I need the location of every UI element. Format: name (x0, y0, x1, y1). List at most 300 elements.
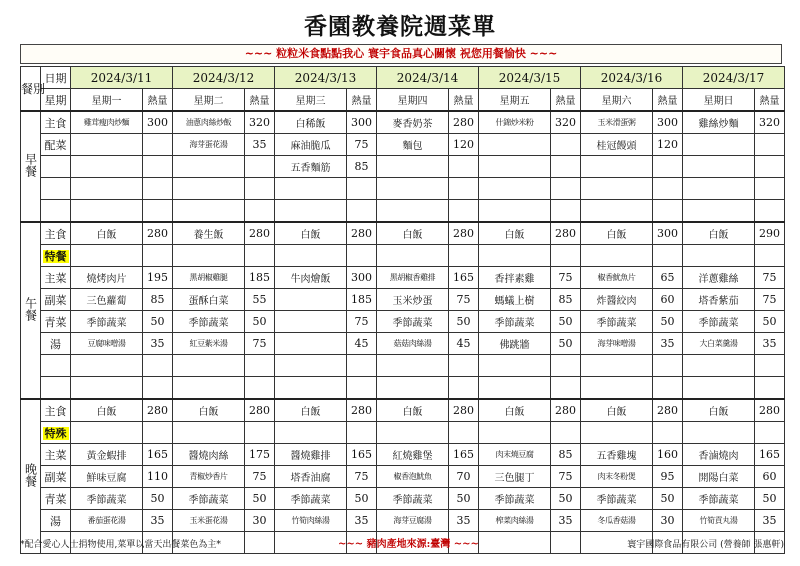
weekday-cell: 星期一 (71, 89, 143, 112)
dish-cell: 肉末燒豆腐 (479, 444, 551, 466)
dish-cell (581, 422, 653, 444)
dish-cell: 蛋酥白菜 (173, 289, 245, 311)
dish-cell: 白飯 (683, 222, 755, 245)
course-label-cell (41, 466, 71, 488)
calorie-cell (755, 156, 785, 178)
dish-cell: 季節蔬菜 (581, 488, 653, 510)
calorie-cell (653, 200, 683, 223)
dish-cell: 佛跳牆 (479, 333, 551, 355)
dish-cell (173, 355, 245, 377)
weekday-cell: 星期五 (479, 89, 551, 112)
date-cell: 2024/3/14 (377, 67, 479, 89)
dish-cell: 竹筍肉絲湯 (275, 510, 347, 532)
date-cell: 2024/3/13 (275, 67, 377, 89)
course-label: 主食 (44, 404, 67, 418)
meal-name: 早餐 (23, 152, 38, 177)
table-row (21, 355, 785, 377)
weekday-cell: 星期四 (377, 89, 449, 112)
dish-cell (173, 156, 245, 178)
calorie-cell: 195 (143, 267, 173, 289)
dish-cell (275, 289, 347, 311)
calorie-cell: 300 (143, 111, 173, 134)
calorie-cell (143, 156, 173, 178)
dish-cell: 大白菜羹湯 (683, 333, 755, 355)
dish-cell: 玉米蛋花湯 (173, 510, 245, 532)
table-row (21, 377, 785, 400)
calorie-cell: 120 (653, 134, 683, 156)
calorie-cell (653, 422, 683, 444)
dish-cell (71, 134, 143, 156)
dish-cell: 香滷燒肉 (683, 444, 755, 466)
dish-cell (479, 134, 551, 156)
calorie-cell (245, 355, 275, 377)
dish-cell: 白飯 (377, 399, 449, 422)
calorie-cell: 280 (245, 222, 275, 245)
dish-cell (479, 355, 551, 377)
dish-cell: 白飯 (275, 399, 347, 422)
calorie-cell (347, 200, 377, 223)
menu-table (20, 66, 785, 554)
calorie-cell: 300 (653, 222, 683, 245)
calorie-cell: 50 (755, 311, 785, 333)
calories-header: 熱量 (143, 89, 173, 112)
dish-cell: 桂冠饅頭 (581, 134, 653, 156)
dish-cell: 紅燒雞堡 (377, 444, 449, 466)
weekday-cell: 星期六 (581, 89, 653, 112)
table-row (21, 245, 785, 267)
calorie-cell: 35 (755, 333, 785, 355)
course-label: 青菜 (44, 492, 67, 506)
dish-cell: 海芽豆腐湯 (377, 510, 449, 532)
dish-cell: 青椒炒香片 (173, 466, 245, 488)
dish-cell: 白飯 (479, 222, 551, 245)
dish-cell: 椒香魷魚片 (581, 267, 653, 289)
dish-cell (479, 200, 551, 223)
calorie-cell: 290 (755, 222, 785, 245)
calorie-cell (551, 355, 581, 377)
calorie-cell: 70 (449, 466, 479, 488)
calories-header: 熱量 (245, 89, 275, 112)
calorie-cell: 65 (653, 267, 683, 289)
dish-cell (683, 178, 755, 200)
dish-cell: 白飯 (377, 222, 449, 245)
calorie-cell (449, 422, 479, 444)
calorie-cell: 75 (551, 466, 581, 488)
calorie-cell (551, 422, 581, 444)
calorie-cell: 280 (347, 222, 377, 245)
dish-cell: 白飯 (173, 399, 245, 422)
weekday-label: 星期 (41, 89, 71, 112)
dish-cell: 燒烤肉片 (71, 267, 143, 289)
dish-cell: 黃金蝦排 (71, 444, 143, 466)
dish-cell: 三色蘿蔔 (71, 289, 143, 311)
calorie-cell: 280 (143, 399, 173, 422)
calorie-cell: 85 (347, 156, 377, 178)
dish-cell (683, 377, 755, 400)
calorie-cell (245, 377, 275, 400)
calorie-cell: 35 (143, 510, 173, 532)
course-label-cell (41, 267, 71, 289)
dish-cell: 鮮味豆腐 (71, 466, 143, 488)
calorie-cell: 50 (653, 311, 683, 333)
course-label-cell (41, 289, 71, 311)
meal-name-cell (21, 399, 41, 554)
date-label: 日期 (41, 67, 71, 89)
calorie-cell: 50 (143, 488, 173, 510)
meal-type-header (21, 67, 46, 112)
calorie-cell (449, 178, 479, 200)
dish-cell (377, 377, 449, 400)
course-label-cell (41, 355, 71, 377)
dish-cell: 黑胡椒香雞排 (377, 267, 449, 289)
dish-cell: 海芽蛋花湯 (173, 134, 245, 156)
table-row (21, 422, 785, 444)
calorie-cell: 320 (245, 111, 275, 134)
dish-cell: 季節蔬菜 (581, 311, 653, 333)
dish-cell (377, 422, 449, 444)
calorie-cell: 280 (245, 399, 275, 422)
calorie-cell (143, 245, 173, 267)
dish-cell (377, 156, 449, 178)
dish-cell: 白飯 (71, 399, 143, 422)
table-row (21, 510, 785, 532)
dish-cell (683, 355, 755, 377)
dish-cell: 黑胡椒雞腿 (173, 267, 245, 289)
table-row (21, 111, 785, 134)
course-label: 特餐 (44, 249, 67, 263)
page-title: 香園教養院週菜單 (304, 13, 496, 40)
course-label-cell (41, 178, 71, 200)
footer (20, 537, 784, 553)
calorie-cell (245, 178, 275, 200)
calorie-cell (449, 156, 479, 178)
calorie-cell (551, 377, 581, 400)
dish-cell (581, 377, 653, 400)
course-label-cell (41, 377, 71, 400)
dish-cell: 白飯 (683, 399, 755, 422)
calorie-cell: 300 (653, 111, 683, 134)
dish-cell: 炸醬絞肉 (581, 289, 653, 311)
calorie-cell (653, 156, 683, 178)
calorie-cell: 75 (347, 134, 377, 156)
dish-cell: 麥香奶茶 (377, 111, 449, 134)
dish-cell: 季節蔬菜 (275, 488, 347, 510)
calorie-cell: 35 (755, 510, 785, 532)
calorie-cell: 75 (755, 289, 785, 311)
date-cell: 2024/3/17 (683, 67, 785, 89)
dish-cell: 醬燒肉絲 (173, 444, 245, 466)
meal-type-label: 餐別 (21, 81, 46, 96)
weekday-row (21, 89, 785, 112)
course-label: 副菜 (44, 293, 67, 307)
course-label: 湯 (50, 337, 61, 351)
dish-cell: 竹筍貢丸湯 (683, 510, 755, 532)
calorie-cell (449, 200, 479, 223)
course-label: 主菜 (44, 271, 67, 285)
dish-cell: 五香麵筋 (275, 156, 347, 178)
calorie-cell: 60 (755, 466, 785, 488)
calories-header: 熱量 (755, 89, 785, 112)
date-cell: 2024/3/16 (581, 67, 683, 89)
table-row (21, 289, 785, 311)
calorie-cell (653, 377, 683, 400)
calorie-cell: 35 (551, 510, 581, 532)
dish-cell: 季節蔬菜 (479, 311, 551, 333)
dish-cell (581, 156, 653, 178)
calories-header: 熱量 (551, 89, 581, 112)
calorie-cell (755, 200, 785, 223)
dish-cell (275, 178, 347, 200)
calorie-cell: 30 (245, 510, 275, 532)
calorie-cell (755, 178, 785, 200)
dish-cell: 紅豆紫米湯 (173, 333, 245, 355)
calories-header: 熱量 (347, 89, 377, 112)
table-row (21, 178, 785, 200)
dish-cell (71, 377, 143, 400)
calorie-cell (143, 355, 173, 377)
dish-cell: 五香雞塊 (581, 444, 653, 466)
calorie-cell: 175 (245, 444, 275, 466)
calorie-cell (245, 156, 275, 178)
dish-cell: 醬燒雞排 (275, 444, 347, 466)
calorie-cell: 50 (755, 488, 785, 510)
dish-cell: 季節蔬菜 (71, 311, 143, 333)
calorie-cell: 85 (551, 444, 581, 466)
dish-cell: 白飯 (581, 222, 653, 245)
dish-cell (275, 377, 347, 400)
dish-cell: 雞絲炒麵 (683, 111, 755, 134)
slogan-banner: ~~~ 粒粒米食點點我心 寰宇食品真心關懷 祝您用餐愉快 ~~~ (20, 44, 782, 64)
dish-cell (683, 156, 755, 178)
calorie-cell: 280 (347, 399, 377, 422)
dish-cell: 季節蔬菜 (173, 311, 245, 333)
dish-cell (581, 355, 653, 377)
calories-header: 熱量 (653, 89, 683, 112)
calorie-cell: 165 (755, 444, 785, 466)
calorie-cell: 280 (653, 399, 683, 422)
dish-cell (581, 200, 653, 223)
dish-cell (275, 200, 347, 223)
calorie-cell: 95 (653, 466, 683, 488)
calorie-cell: 75 (347, 466, 377, 488)
course-label-cell (41, 399, 71, 422)
dish-cell (683, 134, 755, 156)
calorie-cell: 75 (551, 267, 581, 289)
dish-cell: 什錦炒米粉 (479, 111, 551, 134)
dish-cell: 洋蔥雞絲 (683, 267, 755, 289)
dish-cell: 季節蔬菜 (377, 488, 449, 510)
calorie-cell: 30 (653, 510, 683, 532)
dish-cell: 季節蔬菜 (479, 488, 551, 510)
dish-cell: 白飯 (71, 222, 143, 245)
calorie-cell (755, 245, 785, 267)
calorie-cell: 75 (245, 466, 275, 488)
calorie-cell: 160 (653, 444, 683, 466)
calorie-cell: 75 (245, 333, 275, 355)
calorie-cell: 60 (653, 289, 683, 311)
dish-cell (479, 377, 551, 400)
footer-note: *配合愛心人士捐物使用,菜單以當天出餐菜色為主* (20, 540, 221, 550)
calorie-cell (143, 200, 173, 223)
dish-cell: 玉米炒蛋 (377, 289, 449, 311)
calorie-cell (143, 377, 173, 400)
calorie-cell: 50 (347, 488, 377, 510)
calorie-cell: 280 (551, 399, 581, 422)
calorie-cell: 185 (245, 267, 275, 289)
course-label-cell (41, 422, 71, 444)
calorie-cell: 320 (755, 111, 785, 134)
course-label-cell (41, 200, 71, 223)
dish-cell: 白飯 (275, 222, 347, 245)
calorie-cell (143, 422, 173, 444)
dish-cell (173, 377, 245, 400)
calorie-cell: 50 (143, 311, 173, 333)
dish-cell (173, 200, 245, 223)
date-cell: 2024/3/11 (71, 67, 173, 89)
calorie-cell: 85 (143, 289, 173, 311)
dish-cell: 白飯 (581, 399, 653, 422)
dish-cell (275, 355, 347, 377)
course-label-cell (41, 245, 71, 267)
calorie-cell: 35 (347, 510, 377, 532)
course-label: 主菜 (44, 448, 67, 462)
table-row (21, 200, 785, 223)
dish-cell: 豆腐味噌湯 (71, 333, 143, 355)
calorie-cell: 45 (449, 333, 479, 355)
course-label-cell (41, 156, 71, 178)
dish-cell (173, 178, 245, 200)
dish-cell (173, 245, 245, 267)
course-label: 主食 (44, 116, 67, 130)
dish-cell (71, 245, 143, 267)
date-cell: 2024/3/15 (479, 67, 581, 89)
dish-cell (71, 355, 143, 377)
dish-cell: 塔香油腐 (275, 466, 347, 488)
dish-cell (71, 156, 143, 178)
course-label-cell (41, 333, 71, 355)
dish-cell: 菇菇肉絲湯 (377, 333, 449, 355)
dish-cell: 開陽白菜 (683, 466, 755, 488)
calorie-cell (245, 422, 275, 444)
calorie-cell: 50 (551, 333, 581, 355)
calorie-cell (143, 178, 173, 200)
dish-cell: 養生飯 (173, 222, 245, 245)
calorie-cell: 320 (551, 111, 581, 134)
calorie-cell (347, 422, 377, 444)
calorie-cell (755, 355, 785, 377)
calorie-cell: 280 (755, 399, 785, 422)
dish-cell: 季節蔬菜 (173, 488, 245, 510)
calorie-cell: 50 (449, 488, 479, 510)
table-row (21, 488, 785, 510)
dish-cell (377, 200, 449, 223)
dish-cell: 季節蔬菜 (683, 488, 755, 510)
dish-cell (377, 355, 449, 377)
calorie-cell (755, 377, 785, 400)
calorie-cell: 165 (347, 444, 377, 466)
calorie-cell (653, 178, 683, 200)
meal-name-cell (21, 111, 41, 222)
course-label: 湯 (50, 514, 61, 528)
table-row (21, 156, 785, 178)
dish-cell: 番茄蛋花湯 (71, 510, 143, 532)
dish-cell: 香拌素雞 (479, 267, 551, 289)
calories-header: 熱量 (449, 89, 479, 112)
calorie-cell: 185 (347, 289, 377, 311)
table-row (21, 333, 785, 355)
calorie-cell (347, 178, 377, 200)
calorie-cell (653, 245, 683, 267)
calorie-cell (449, 377, 479, 400)
dish-cell: 白飯 (479, 399, 551, 422)
course-label: 配菜 (44, 138, 67, 152)
course-label-cell (41, 111, 71, 134)
dish-cell: 白稀飯 (275, 111, 347, 134)
dish-cell (479, 156, 551, 178)
dish-cell (275, 422, 347, 444)
calorie-cell (551, 178, 581, 200)
dish-cell (275, 245, 347, 267)
calorie-cell: 45 (347, 333, 377, 355)
dish-cell: 冬瓜香菇湯 (581, 510, 653, 532)
calorie-cell: 165 (143, 444, 173, 466)
calorie-cell: 55 (245, 289, 275, 311)
calorie-cell: 300 (347, 111, 377, 134)
dish-cell: 麻油脆瓜 (275, 134, 347, 156)
footer-company: 寰宇國際食品有限公司 (營養師 張惠軒) (627, 540, 784, 550)
table-row (21, 399, 785, 422)
calorie-cell: 165 (449, 444, 479, 466)
calorie-cell (143, 134, 173, 156)
calorie-cell: 75 (347, 311, 377, 333)
date-cell: 2024/3/12 (173, 67, 275, 89)
calorie-cell: 280 (551, 222, 581, 245)
dish-cell: 螞蟻上樹 (479, 289, 551, 311)
calorie-cell (551, 156, 581, 178)
course-label-cell (41, 222, 71, 245)
dish-cell (683, 422, 755, 444)
calorie-cell (755, 134, 785, 156)
weekday-cell: 星期二 (173, 89, 245, 112)
calorie-cell (245, 200, 275, 223)
calorie-cell: 35 (143, 333, 173, 355)
course-label-cell (41, 510, 71, 532)
dish-cell (683, 200, 755, 223)
weekday-cell: 星期日 (683, 89, 755, 112)
calorie-cell (347, 355, 377, 377)
dish-cell: 季節蔬菜 (683, 311, 755, 333)
calorie-cell (347, 377, 377, 400)
calorie-cell: 50 (653, 488, 683, 510)
calorie-cell: 35 (245, 134, 275, 156)
dish-cell (683, 245, 755, 267)
weekday-cell: 星期三 (275, 89, 347, 112)
dish-cell (479, 178, 551, 200)
table-row (21, 222, 785, 245)
dish-cell: 肉末冬粉煲 (581, 466, 653, 488)
meal-name: 晚餐 (23, 462, 38, 487)
dish-cell (479, 245, 551, 267)
dish-cell (377, 178, 449, 200)
meal-name: 午餐 (23, 296, 38, 321)
table-row (21, 134, 785, 156)
dish-cell: 玉米滑蛋粥 (581, 111, 653, 134)
course-label-cell (41, 134, 71, 156)
calorie-cell (449, 245, 479, 267)
calorie-cell: 50 (551, 488, 581, 510)
table-row (21, 466, 785, 488)
calorie-cell (755, 422, 785, 444)
